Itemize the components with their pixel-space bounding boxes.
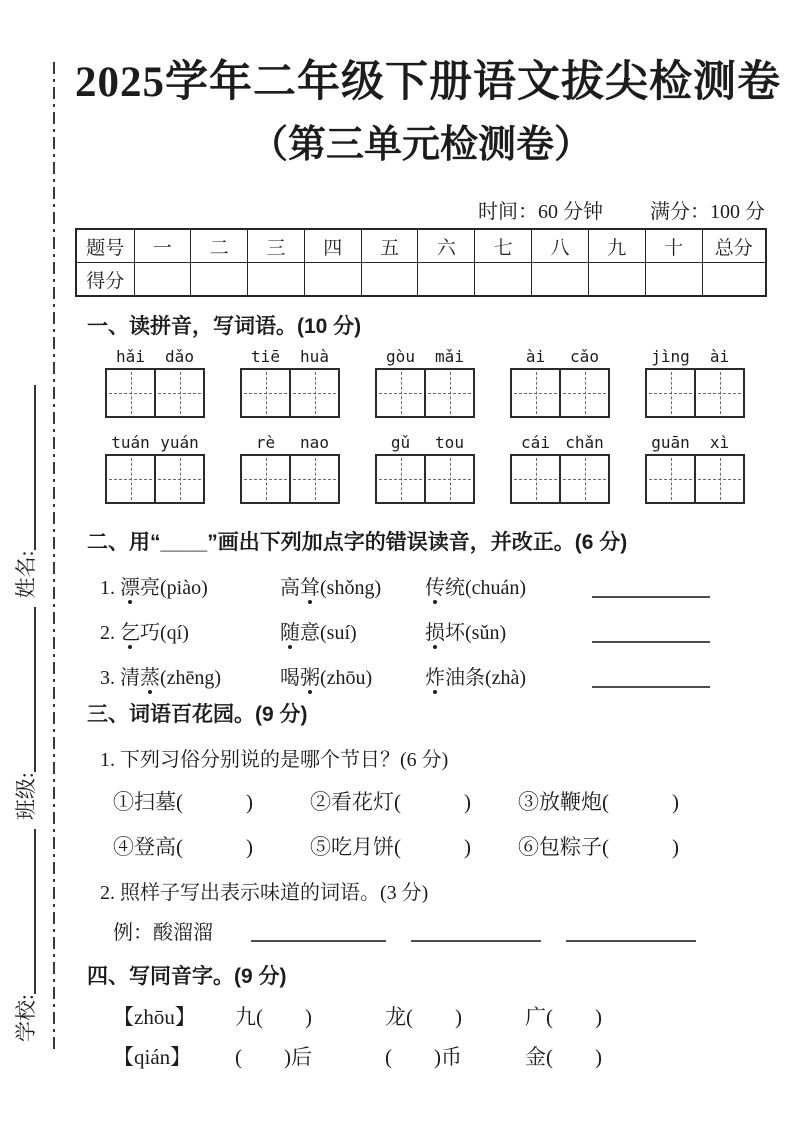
word-item: 2. 乞巧(qí) xyxy=(100,622,189,644)
pinyin-syllable: mǎi xyxy=(435,347,464,366)
name-field xyxy=(10,385,40,598)
score-cell-empty xyxy=(191,263,248,297)
pinyin-syllable: xì xyxy=(709,433,730,452)
writing-cell xyxy=(512,370,561,416)
section2-row-2 xyxy=(100,616,760,643)
score-header-cell: 九 xyxy=(588,229,645,263)
full-score-info: 满分：100 分 xyxy=(650,201,765,223)
homophone-row-1 xyxy=(113,1001,763,1031)
writing-cell xyxy=(561,370,608,416)
pinyin-syllable: cǎo xyxy=(570,347,599,366)
homophone-item: 金( ) xyxy=(525,1045,602,1069)
writing-cell xyxy=(242,370,291,416)
score-header-cell: 十 xyxy=(645,229,702,263)
pinyin-row-2 xyxy=(105,433,745,504)
pinyin-syllable: tou xyxy=(435,433,464,452)
score-header-cell: 七 xyxy=(475,229,532,263)
pinyin-syllable: nao xyxy=(300,433,329,452)
writing-box-pair xyxy=(240,368,340,418)
dotted-char: 炸 xyxy=(425,667,445,689)
score-cell-empty xyxy=(588,263,645,297)
section4-heading: 四、写同音字。(9 分) xyxy=(87,965,287,988)
homophone-row-2 xyxy=(113,1041,763,1071)
word-item: 损坏(sǔn) xyxy=(425,622,507,644)
example-label: 例：酸溜溜 xyxy=(113,922,213,944)
festival-row-1 xyxy=(113,786,763,816)
writing-cell xyxy=(561,456,608,502)
pinyin-syllable: tuán xyxy=(111,433,150,452)
pinyin-word xyxy=(645,433,745,504)
section2-row-3 xyxy=(100,661,760,688)
homophone-item: ( )后 xyxy=(235,1045,312,1069)
score-table-header-row xyxy=(76,229,766,263)
pinyin-syllable: ài xyxy=(525,347,546,366)
answer-blank xyxy=(592,596,710,598)
pinyin-syllable: yuán xyxy=(160,433,199,452)
section1-heading: 一、读拼音，写词语。(10 分) xyxy=(87,315,362,338)
writing-cell xyxy=(647,370,696,416)
name-blank xyxy=(34,385,36,550)
writing-box-pair xyxy=(105,454,205,504)
writing-cell xyxy=(512,456,561,502)
pinyin-syllable: gǔ xyxy=(390,433,411,452)
writing-box-pair xyxy=(510,454,610,504)
pinyin-syllable: jìng xyxy=(651,347,690,366)
pinyin-row-1 xyxy=(105,347,745,418)
writing-box-pair xyxy=(240,454,340,504)
homophone-pinyin-label: 【zhōu】 xyxy=(113,1005,196,1029)
pinyin-word xyxy=(510,347,610,418)
writing-cell xyxy=(107,456,156,502)
pinyin-word xyxy=(645,347,745,418)
example-row xyxy=(113,916,763,945)
score-table-score-row xyxy=(76,263,766,297)
score-header-cell: 一 xyxy=(134,229,191,263)
homophone-item: 龙( ) xyxy=(385,1005,462,1029)
score-header-cell: 八 xyxy=(532,229,589,263)
score-header-cell: 五 xyxy=(361,229,418,263)
word-item: 炸油条(zhà) xyxy=(425,667,527,689)
writing-cell xyxy=(647,456,696,502)
pinyin-word xyxy=(240,347,340,418)
writing-cell xyxy=(696,370,743,416)
class-label: 班级: xyxy=(14,772,38,821)
score-cell-empty xyxy=(475,263,532,297)
answer-blank xyxy=(592,641,710,643)
section2-row-1 xyxy=(100,571,760,598)
homophone-pinyin-label: 【qián】 xyxy=(113,1045,192,1069)
name-label: 姓名: xyxy=(14,550,38,599)
dotted-char: 传 xyxy=(425,577,445,599)
pinyin-syllable: dǎo xyxy=(165,347,194,366)
dotted-char: 耸 xyxy=(300,577,320,599)
word-blank xyxy=(251,940,386,942)
pinyin-syllable: huà xyxy=(300,347,329,366)
dotted-char: 漂 xyxy=(120,577,140,599)
pinyin-syllable: gòu xyxy=(386,347,415,366)
writing-cell xyxy=(156,456,203,502)
pinyin-word xyxy=(375,347,475,418)
pinyin-syllable: guān xyxy=(651,433,690,452)
writing-box-pair xyxy=(105,368,205,418)
answer-blank xyxy=(592,686,710,688)
pinyin-syllable: hǎi xyxy=(116,347,145,366)
homophone-item: ( )币 xyxy=(385,1045,462,1069)
writing-cell xyxy=(107,370,156,416)
writing-box-pair xyxy=(375,454,475,504)
score-table xyxy=(75,228,767,297)
festival-item: ②看花灯( ) xyxy=(310,790,471,814)
score-header-cell: 二 xyxy=(191,229,248,263)
writing-cell xyxy=(426,370,473,416)
score-header-cell: 六 xyxy=(418,229,475,263)
writing-cell xyxy=(696,456,743,502)
binding-line xyxy=(53,62,55,1054)
writing-cell xyxy=(426,456,473,502)
festival-item: ④登高( ) xyxy=(113,835,253,859)
pinyin-syllable: ài xyxy=(709,347,730,366)
score-header-cell: 三 xyxy=(248,229,305,263)
pinyin-syllable: tiē xyxy=(251,347,280,366)
word-item: 喝粥(zhōu) xyxy=(280,667,373,689)
score-header-cell: 题号 xyxy=(76,229,134,263)
homophone-item: 广( ) xyxy=(525,1005,602,1029)
dotted-char: 乞 xyxy=(120,622,140,644)
writing-box-pair xyxy=(375,368,475,418)
festival-item: ⑥包粽子( ) xyxy=(518,835,679,859)
festival-row-2 xyxy=(113,831,763,861)
word-item: 传统(chuán) xyxy=(425,577,527,599)
word-item: 3. 清蒸(zhēng) xyxy=(100,667,222,689)
writing-box-pair xyxy=(645,368,745,418)
score-cell-empty xyxy=(304,263,361,297)
dotted-char: 随 xyxy=(280,622,300,644)
writing-box-pair xyxy=(510,368,610,418)
section2-heading: 二、用“____”画出下列加点字的错误读音，并改正。(6 分) xyxy=(87,531,628,554)
dotted-char: 蒸 xyxy=(140,667,160,689)
score-row-label: 得分 xyxy=(76,263,134,297)
pinyin-word xyxy=(375,433,475,504)
pinyin-word xyxy=(105,433,205,504)
section3-heading: 三、词语百花园。(9 分) xyxy=(87,703,308,726)
score-cell-empty xyxy=(532,263,589,297)
score-cell-empty xyxy=(361,263,418,297)
student-info-sidebar xyxy=(10,322,40,1042)
writing-cell xyxy=(242,456,291,502)
writing-cell xyxy=(377,370,426,416)
question-2: 2. 照样子写出表示味道的词语。(3 分) xyxy=(100,882,429,904)
writing-cell xyxy=(156,370,203,416)
score-cell-empty xyxy=(645,263,702,297)
writing-cell xyxy=(377,456,426,502)
class-blank xyxy=(34,607,36,772)
score-cell-empty xyxy=(418,263,475,297)
school-label: 学校: xyxy=(14,994,38,1042)
time-info: 时间：60 分钟 xyxy=(478,201,603,223)
exam-title: 2025学年二年级下册语文拔尖检测卷 xyxy=(75,59,781,106)
score-cell-empty xyxy=(248,263,305,297)
exam-subtitle: （第三单元检测卷） xyxy=(249,124,592,166)
class-field xyxy=(10,607,40,820)
score-header-cell: 四 xyxy=(304,229,361,263)
school-field xyxy=(10,829,40,1042)
pinyin-word xyxy=(105,347,205,418)
writing-box-pair xyxy=(645,454,745,504)
festival-item: ⑤吃月饼( ) xyxy=(310,835,471,859)
word-item: 随意(suí) xyxy=(280,622,357,644)
pinyin-syllable: chǎn xyxy=(565,433,604,452)
score-cell-empty xyxy=(702,263,766,297)
word-blank xyxy=(566,940,696,942)
festival-item: ①扫墓( ) xyxy=(113,790,253,814)
pinyin-syllable: rè xyxy=(255,433,276,452)
exam-info-line xyxy=(75,195,765,224)
score-header-cell: 总分 xyxy=(702,229,766,263)
question-1: 1. 下列习俗分别说的是哪个节日？(6 分) xyxy=(100,749,449,771)
pinyin-word xyxy=(240,433,340,504)
dotted-char: 损 xyxy=(425,622,445,644)
word-item: 1. 漂亮(piào) xyxy=(100,577,208,599)
school-blank xyxy=(34,829,36,994)
score-cell-empty xyxy=(134,263,191,297)
writing-cell xyxy=(291,370,338,416)
pinyin-syllable: cái xyxy=(521,433,550,452)
word-blank xyxy=(411,940,541,942)
festival-item: ③放鞭炮( ) xyxy=(518,790,679,814)
dotted-char: 粥 xyxy=(300,667,320,689)
homophone-item: 九( ) xyxy=(235,1005,312,1029)
writing-cell xyxy=(291,456,338,502)
word-item: 高耸(shǒng) xyxy=(280,577,382,599)
pinyin-word xyxy=(510,433,610,504)
